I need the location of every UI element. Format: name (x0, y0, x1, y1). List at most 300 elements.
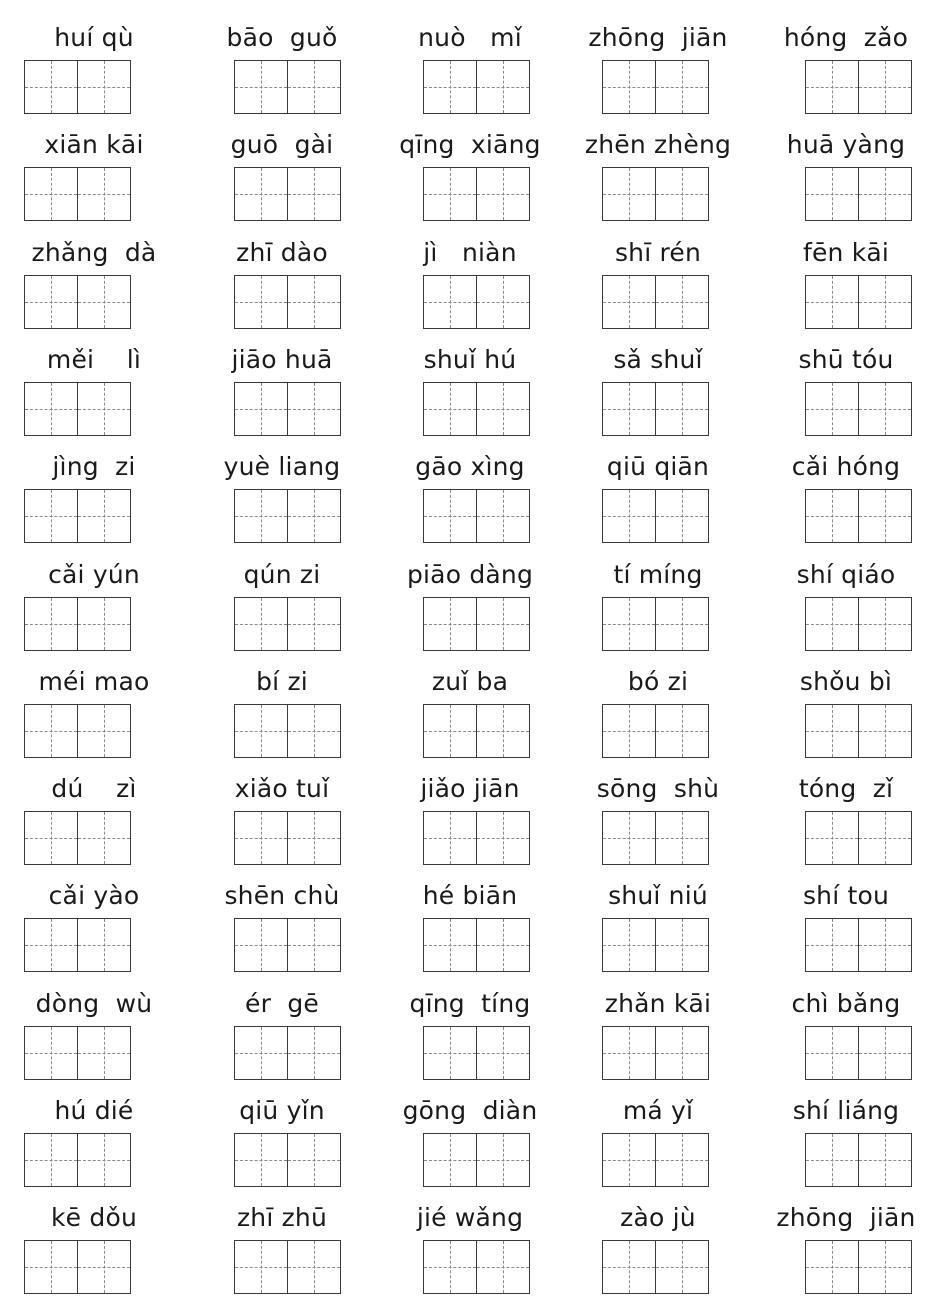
pinyin-label: tí míng (613, 560, 703, 589)
tianzige-cell[interactable] (602, 167, 656, 221)
pinyin-label: sōng shù (596, 774, 720, 803)
writing-boxes (423, 704, 530, 758)
word-item (0, 107, 188, 217)
pinyin-label: qīng xiāng (399, 130, 541, 159)
tianzige-cell[interactable] (655, 275, 709, 329)
tianzige-cell[interactable] (287, 60, 341, 114)
tianzige-cell[interactable] (602, 811, 656, 865)
tianzige-cell[interactable] (287, 1240, 341, 1294)
word-item (188, 751, 376, 861)
tianzige-cell[interactable] (655, 489, 709, 543)
tianzige-cell[interactable] (858, 704, 912, 758)
tianzige-cell[interactable] (423, 167, 477, 221)
tianzige-cell[interactable] (655, 1240, 709, 1294)
tianzige-cell[interactable] (476, 1240, 530, 1294)
word-item (376, 644, 564, 754)
word-item (376, 537, 564, 647)
tianzige-cell[interactable] (423, 489, 477, 543)
writing-boxes (602, 1240, 709, 1294)
tianzige-cell[interactable] (476, 918, 530, 972)
writing-boxes (234, 597, 341, 651)
writing-boxes (234, 275, 341, 329)
writing-boxes (234, 489, 341, 543)
pinyin-label: piāo dàng (406, 560, 534, 589)
tianzige-cell[interactable] (655, 597, 709, 651)
pinyin-label: kē dǒu (50, 1203, 137, 1232)
word-item (188, 107, 376, 217)
word-item (752, 537, 940, 647)
tianzige-cell[interactable] (805, 489, 859, 543)
tianzige-cell[interactable] (423, 597, 477, 651)
tianzige-cell[interactable] (77, 1026, 131, 1080)
pinyin-label: jìng zi (52, 452, 136, 481)
word-item (752, 644, 940, 754)
pinyin-label: xiān kāi (44, 130, 144, 159)
tianzige-cell[interactable] (655, 704, 709, 758)
writing-boxes (423, 918, 530, 972)
tianzige-cell[interactable] (805, 1026, 859, 1080)
pinyin-label: gāo xìng (415, 452, 525, 481)
word-item (752, 751, 940, 861)
tianzige-cell[interactable] (234, 167, 288, 221)
tianzige-cell[interactable] (858, 597, 912, 651)
word-item (376, 1073, 564, 1183)
pinyin-label: qīng tíng (409, 989, 531, 1018)
writing-boxes (805, 1133, 912, 1187)
pinyin-label: jié wǎng (416, 1203, 524, 1232)
tianzige-cell[interactable] (77, 597, 131, 651)
tianzige-cell[interactable] (24, 704, 78, 758)
tianzige-cell[interactable] (805, 1133, 859, 1187)
word-item (564, 0, 752, 110)
writing-boxes (602, 1133, 709, 1187)
pinyin-label: shī rén (614, 238, 702, 267)
word-item (376, 751, 564, 861)
tianzige-cell[interactable] (858, 811, 912, 865)
pinyin-label: guō gài (230, 130, 334, 159)
writing-boxes (24, 1026, 131, 1080)
tianzige-cell[interactable] (476, 60, 530, 114)
word-item (376, 215, 564, 325)
pinyin-label: yuè liang (223, 452, 341, 481)
writing-boxes (24, 382, 131, 436)
tianzige-cell[interactable] (24, 489, 78, 543)
pinyin-label: shí qiáo (796, 560, 896, 589)
tianzige-cell[interactable] (287, 918, 341, 972)
tianzige-cell[interactable] (858, 918, 912, 972)
pinyin-label: chì bǎng (791, 989, 901, 1018)
writing-boxes (602, 60, 709, 114)
word-item (564, 644, 752, 754)
pinyin-label: zhōng jiān (776, 1203, 916, 1232)
word-item (752, 215, 940, 325)
word-item (0, 429, 188, 539)
word-item (564, 322, 752, 432)
tianzige-cell[interactable] (476, 382, 530, 436)
pinyin-label: cǎi hóng (791, 452, 901, 481)
writing-boxes (805, 489, 912, 543)
writing-boxes (805, 597, 912, 651)
word-item (564, 858, 752, 968)
writing-boxes (805, 704, 912, 758)
tianzige-cell[interactable] (805, 597, 859, 651)
tianzige-cell[interactable] (602, 918, 656, 972)
writing-boxes (24, 704, 131, 758)
pinyin-label: gōng diàn (402, 1096, 538, 1125)
pinyin-label: zuǐ ba (431, 667, 509, 696)
tianzige-cell[interactable] (476, 167, 530, 221)
tianzige-cell[interactable] (234, 597, 288, 651)
tianzige-cell[interactable] (858, 1026, 912, 1080)
tianzige-cell[interactable] (423, 60, 477, 114)
tianzige-cell[interactable] (24, 1026, 78, 1080)
tianzige-cell[interactable] (77, 275, 131, 329)
writing-boxes (805, 382, 912, 436)
word-item (188, 966, 376, 1076)
word-item (564, 537, 752, 647)
word-item (188, 1073, 376, 1183)
pinyin-label: ér gē (244, 989, 319, 1018)
tianzige-cell[interactable] (77, 382, 131, 436)
tianzige-cell[interactable] (602, 275, 656, 329)
writing-boxes (423, 382, 530, 436)
tianzige-cell[interactable] (423, 918, 477, 972)
tianzige-cell[interactable] (234, 1026, 288, 1080)
tianzige-cell[interactable] (234, 811, 288, 865)
tianzige-cell[interactable] (77, 1133, 131, 1187)
pinyin-label: dú zì (51, 774, 137, 803)
pinyin-label: hóng zǎo (783, 23, 909, 52)
pinyin-label: shuǐ niú (608, 881, 708, 910)
pinyin-label: nuò mǐ (418, 23, 522, 52)
writing-boxes (234, 60, 341, 114)
pinyin-label: bāo guǒ (226, 23, 338, 52)
tianzige-cell[interactable] (476, 704, 530, 758)
tianzige-cell[interactable] (423, 1026, 477, 1080)
tianzige-cell[interactable] (287, 1026, 341, 1080)
tianzige-cell[interactable] (287, 489, 341, 543)
pinyin-label: qiū yǐn (239, 1096, 325, 1125)
word-item (0, 0, 188, 110)
writing-boxes (24, 918, 131, 972)
word-item (752, 1073, 940, 1183)
word-item (752, 0, 940, 110)
tianzige-cell[interactable] (77, 167, 131, 221)
writing-boxes (602, 1026, 709, 1080)
word-item (0, 1180, 188, 1290)
pinyin-label: shuǐ hú (423, 345, 517, 374)
tianzige-cell[interactable] (423, 1240, 477, 1294)
word-item (188, 1180, 376, 1290)
word-item (376, 322, 564, 432)
tianzige-cell[interactable] (655, 382, 709, 436)
word-item (0, 215, 188, 325)
pinyin-label: tóng zǐ (798, 774, 894, 803)
tianzige-cell[interactable] (858, 489, 912, 543)
pinyin-label: méi mao (38, 667, 150, 696)
writing-boxes (602, 489, 709, 543)
word-item (564, 966, 752, 1076)
word-item (188, 644, 376, 754)
pinyin-label: shí liáng (792, 1096, 900, 1125)
tianzige-cell[interactable] (234, 60, 288, 114)
pinyin-label: bí zi (256, 667, 308, 696)
word-item (752, 107, 940, 217)
pinyin-label: hé biān (422, 881, 518, 910)
pinyin-label: cǎi yún (48, 560, 140, 589)
tianzige-cell[interactable] (77, 489, 131, 543)
tianzige-cell[interactable] (24, 1240, 78, 1294)
tianzige-cell[interactable] (655, 1133, 709, 1187)
tianzige-cell[interactable] (602, 704, 656, 758)
writing-boxes (602, 275, 709, 329)
writing-boxes (805, 918, 912, 972)
pinyin-label: huí qù (54, 23, 134, 52)
tianzige-cell[interactable] (858, 275, 912, 329)
tianzige-cell[interactable] (655, 60, 709, 114)
pinyin-label: qiū qiān (606, 452, 710, 481)
tianzige-cell[interactable] (805, 1240, 859, 1294)
pinyin-label: hú dié (54, 1096, 134, 1125)
pinyin-label: bó zi (627, 667, 689, 696)
writing-boxes (805, 1240, 912, 1294)
word-item (376, 107, 564, 217)
word-item (0, 322, 188, 432)
tianzige-cell[interactable] (287, 275, 341, 329)
tianzige-cell[interactable] (423, 704, 477, 758)
word-item (188, 429, 376, 539)
writing-boxes (423, 1240, 530, 1294)
pinyin-label: jiāo huā (231, 345, 333, 374)
tianzige-cell[interactable] (77, 60, 131, 114)
tianzige-cell[interactable] (24, 597, 78, 651)
writing-boxes (24, 597, 131, 651)
tianzige-cell[interactable] (423, 811, 477, 865)
tianzige-cell[interactable] (234, 275, 288, 329)
word-item (564, 215, 752, 325)
writing-boxes (234, 811, 341, 865)
word-item (376, 0, 564, 110)
word-item (0, 537, 188, 647)
pinyin-label: zhōng jiān (588, 23, 728, 52)
tianzige-cell[interactable] (24, 1133, 78, 1187)
tianzige-cell[interactable] (423, 275, 477, 329)
tianzige-cell[interactable] (287, 597, 341, 651)
tianzige-cell[interactable] (423, 382, 477, 436)
writing-boxes (234, 167, 341, 221)
tianzige-cell[interactable] (476, 597, 530, 651)
pinyin-label: zhǎn kāi (604, 989, 712, 1018)
writing-boxes (805, 1026, 912, 1080)
writing-boxes (24, 489, 131, 543)
tianzige-cell[interactable] (602, 1026, 656, 1080)
tianzige-cell[interactable] (476, 489, 530, 543)
tianzige-cell[interactable] (858, 382, 912, 436)
writing-boxes (602, 811, 709, 865)
tianzige-cell[interactable] (602, 1133, 656, 1187)
word-item (188, 537, 376, 647)
tianzige-cell[interactable] (234, 704, 288, 758)
word-item (564, 107, 752, 217)
tianzige-cell[interactable] (655, 1026, 709, 1080)
word-item (0, 858, 188, 968)
writing-boxes (423, 489, 530, 543)
pinyin-label: má yǐ (622, 1096, 694, 1125)
writing-boxes (234, 1133, 341, 1187)
tianzige-cell[interactable] (858, 60, 912, 114)
tianzige-cell[interactable] (423, 1133, 477, 1187)
tianzige-cell[interactable] (287, 704, 341, 758)
word-item (752, 322, 940, 432)
pinyin-label: qún zi (243, 560, 321, 589)
pinyin-label: měi lì (46, 345, 142, 374)
tianzige-cell[interactable] (287, 382, 341, 436)
writing-boxes (805, 60, 912, 114)
tianzige-cell[interactable] (655, 811, 709, 865)
tianzige-cell[interactable] (805, 60, 859, 114)
word-item (376, 858, 564, 968)
pinyin-label: huā yàng (786, 130, 906, 159)
writing-boxes (602, 382, 709, 436)
word-item (0, 1073, 188, 1183)
tianzige-cell[interactable] (602, 597, 656, 651)
tianzige-cell[interactable] (858, 1133, 912, 1187)
tianzige-cell[interactable] (602, 382, 656, 436)
pinyin-label: jì niàn (423, 238, 517, 267)
writing-boxes (24, 1133, 131, 1187)
tianzige-cell[interactable] (655, 918, 709, 972)
tianzige-cell[interactable] (24, 918, 78, 972)
tianzige-cell[interactable] (858, 167, 912, 221)
tianzige-cell[interactable] (858, 1240, 912, 1294)
writing-boxes (805, 275, 912, 329)
pinyin-label: dòng wù (35, 989, 153, 1018)
tianzige-cell[interactable] (805, 811, 859, 865)
tianzige-cell[interactable] (24, 811, 78, 865)
tianzige-cell[interactable] (476, 811, 530, 865)
writing-boxes (24, 167, 131, 221)
tianzige-cell[interactable] (602, 1240, 656, 1294)
writing-boxes (234, 1026, 341, 1080)
tianzige-cell[interactable] (805, 704, 859, 758)
pinyin-label: cǎi yào (48, 881, 140, 910)
tianzige-cell[interactable] (24, 60, 78, 114)
pinyin-label: zhǎng dà (31, 238, 157, 267)
tianzige-cell[interactable] (476, 1026, 530, 1080)
writing-boxes (423, 1133, 530, 1187)
tianzige-cell[interactable] (24, 382, 78, 436)
tianzige-cell[interactable] (234, 1133, 288, 1187)
pinyin-label: zhī dào (236, 238, 328, 267)
tianzige-cell[interactable] (805, 382, 859, 436)
word-item (376, 1180, 564, 1290)
writing-boxes (423, 275, 530, 329)
word-item (188, 322, 376, 432)
tianzige-cell[interactable] (287, 811, 341, 865)
tianzige-cell[interactable] (234, 382, 288, 436)
word-item (376, 966, 564, 1076)
writing-boxes (24, 275, 131, 329)
pinyin-label: zào jù (620, 1203, 696, 1232)
tianzige-cell[interactable] (287, 167, 341, 221)
pinyin-label: shēn chù (224, 881, 340, 910)
word-item (752, 1180, 940, 1290)
pinyin-label: zhī zhū (236, 1203, 328, 1232)
word-item (0, 966, 188, 1076)
writing-boxes (602, 167, 709, 221)
tianzige-cell[interactable] (234, 489, 288, 543)
tianzige-cell[interactable] (77, 1240, 131, 1294)
tianzige-cell[interactable] (77, 918, 131, 972)
tianzige-cell[interactable] (805, 167, 859, 221)
pinyin-label: shū tóu (798, 345, 894, 374)
pinyin-label: shǒu bì (799, 667, 893, 696)
writing-boxes (423, 167, 530, 221)
writing-boxes (423, 597, 530, 651)
tianzige-cell[interactable] (655, 167, 709, 221)
writing-boxes (234, 1240, 341, 1294)
word-item (564, 751, 752, 861)
pinyin-label: fēn kāi (802, 238, 890, 267)
tianzige-cell[interactable] (77, 704, 131, 758)
writing-boxes (423, 1026, 530, 1080)
writing-boxes (234, 704, 341, 758)
writing-boxes (234, 382, 341, 436)
writing-boxes (24, 811, 131, 865)
word-item (564, 429, 752, 539)
pinyin-label: jiǎo jiān (420, 774, 520, 803)
word-item (564, 1180, 752, 1290)
writing-boxes (24, 60, 131, 114)
writing-boxes (234, 918, 341, 972)
pinyin-label: shí tou (802, 881, 890, 910)
word-item (188, 0, 376, 110)
tianzige-cell[interactable] (805, 275, 859, 329)
pinyin-label: sǎ shuǐ (613, 345, 703, 374)
word-item (0, 751, 188, 861)
tianzige-cell[interactable] (805, 918, 859, 972)
tianzige-cell[interactable] (476, 275, 530, 329)
tianzige-cell[interactable] (287, 1133, 341, 1187)
writing-boxes (602, 704, 709, 758)
writing-boxes (805, 167, 912, 221)
tianzige-cell[interactable] (24, 167, 78, 221)
tianzige-cell[interactable] (602, 60, 656, 114)
pinyin-label: zhēn zhèng (584, 130, 732, 159)
tianzige-cell[interactable] (77, 811, 131, 865)
word-item (752, 858, 940, 968)
tianzige-cell[interactable] (234, 918, 288, 972)
word-item (752, 429, 940, 539)
word-item (188, 215, 376, 325)
pinyin-label: xiǎo tuǐ (234, 774, 330, 803)
tianzige-cell[interactable] (234, 1240, 288, 1294)
word-item (188, 858, 376, 968)
word-item (752, 966, 940, 1076)
writing-boxes (805, 811, 912, 865)
tianzige-cell[interactable] (602, 489, 656, 543)
writing-boxes (24, 1240, 131, 1294)
writing-boxes (602, 597, 709, 651)
tianzige-cell[interactable] (24, 275, 78, 329)
word-item (0, 644, 188, 754)
writing-boxes (423, 811, 530, 865)
word-item (564, 1073, 752, 1183)
writing-boxes (602, 918, 709, 972)
tianzige-cell[interactable] (476, 1133, 530, 1187)
writing-boxes (423, 60, 530, 114)
word-item (376, 429, 564, 539)
